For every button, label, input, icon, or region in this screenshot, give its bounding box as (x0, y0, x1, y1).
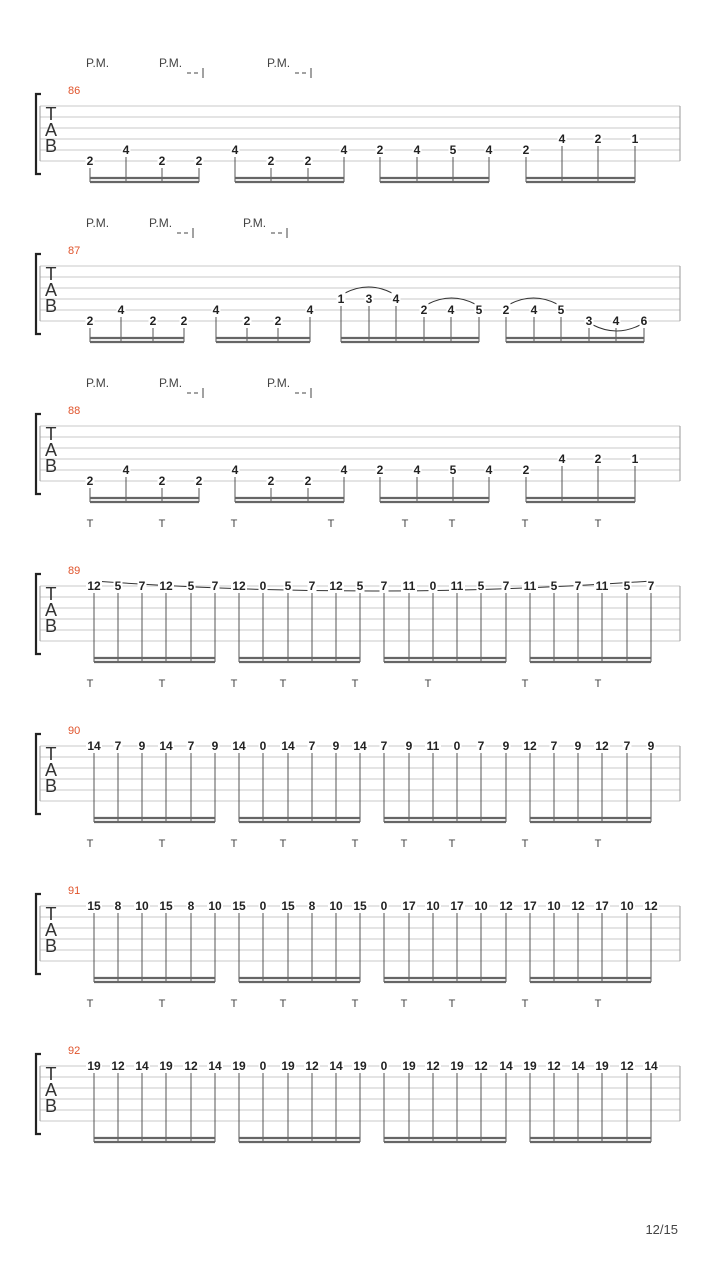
tab-clef-letter: A (44, 1080, 58, 1100)
measure-number: 92 (68, 1045, 81, 1057)
palm-mute-label: P.M. (267, 56, 291, 70)
fret-number: 2 (149, 314, 157, 328)
fret-number: 19 (159, 1059, 173, 1073)
fret-number: 2 (594, 452, 602, 466)
fret-number: 11 (402, 579, 416, 593)
fret-number: 0 (259, 1059, 267, 1073)
tap-marking: T (279, 998, 287, 1010)
fret-number: 10 (620, 899, 634, 913)
fret-number: 4 (231, 143, 239, 157)
fret-number: 11 (426, 739, 440, 753)
fret-number: 11 (523, 579, 537, 593)
fret-number: 10 (426, 899, 440, 913)
tab-system (36, 838, 680, 982)
tap-marking: T (448, 518, 456, 530)
tap-marking: T (448, 838, 456, 850)
fret-number: 11 (595, 579, 609, 593)
fret-number: 7 (380, 579, 388, 593)
fret-number: 10 (547, 899, 561, 913)
fret-number: 7 (647, 579, 655, 593)
fret-number: 9 (405, 739, 413, 753)
tap-marking: T (351, 838, 359, 850)
fret-number: 2 (86, 314, 94, 328)
tap-marking: T (424, 678, 432, 690)
tab-clef-letter: T (45, 104, 57, 124)
tab-clef-letter: A (44, 760, 58, 780)
fret-number: 12 (474, 1059, 488, 1073)
tap-marking: T (230, 838, 238, 850)
tap-marking: T (230, 998, 238, 1010)
fret-number: 10 (135, 899, 149, 913)
fret-number: 4 (340, 143, 348, 157)
fret-number: 12 (111, 1059, 125, 1073)
fret-number: 7 (211, 579, 219, 593)
fret-number: 9 (211, 739, 219, 753)
fret-number: 8 (187, 899, 195, 913)
fret-number: 15 (87, 899, 101, 913)
fret-number: 19 (232, 1059, 246, 1073)
tab-system (36, 998, 680, 1142)
fret-number: 5 (449, 143, 457, 157)
fret-number: 2 (420, 303, 428, 317)
tap-marking: T (86, 998, 94, 1010)
fret-number: 1 (337, 292, 345, 306)
tab-clef-letter: T (45, 424, 57, 444)
fret-number: 15 (232, 899, 246, 913)
fret-number: 4 (340, 463, 348, 477)
fret-number: 4 (122, 463, 130, 477)
fret-number: 5 (187, 579, 195, 593)
fret-number: 14 (159, 739, 173, 753)
fret-number: 7 (574, 579, 582, 593)
tap-marking: T (351, 998, 359, 1010)
tap-marking: T (86, 838, 94, 850)
fret-number: 2 (274, 314, 282, 328)
tap-marking: T (400, 998, 408, 1010)
tab-system (36, 216, 680, 342)
tap-marking: T (158, 998, 166, 1010)
fret-number: 12 (184, 1059, 198, 1073)
measure-number: 90 (68, 725, 81, 737)
fret-number: 17 (523, 899, 537, 913)
fret-number: 3 (585, 314, 593, 328)
fret-number: 2 (86, 154, 94, 168)
fret-number: 2 (522, 143, 530, 157)
tap-marking: T (401, 518, 409, 530)
fret-number: 7 (380, 739, 388, 753)
fret-number: 17 (402, 899, 416, 913)
tap-marking: T (594, 838, 602, 850)
tab-clef-letter: A (44, 440, 58, 460)
fret-number: 14 (281, 739, 295, 753)
tap-marking: T (594, 678, 602, 690)
fret-number: 1 (631, 452, 639, 466)
fret-number: 5 (356, 579, 364, 593)
tab-clef-letter: A (44, 920, 58, 940)
fret-number: 12 (87, 579, 101, 593)
fret-number: 7 (623, 739, 631, 753)
fret-number: 19 (402, 1059, 416, 1073)
palm-mute-label: P.M. (243, 216, 267, 230)
fret-number: 7 (308, 739, 316, 753)
fret-number: 4 (558, 452, 566, 466)
fret-number: 5 (477, 579, 485, 593)
fret-number: 17 (595, 899, 609, 913)
fret-number: 4 (413, 463, 421, 477)
fret-number: 4 (485, 143, 493, 157)
fret-number: 12 (571, 899, 585, 913)
tab-system (36, 518, 680, 662)
measure-number: 89 (68, 565, 81, 577)
fret-number: 7 (138, 579, 146, 593)
fret-number: 4 (306, 303, 314, 317)
fret-number: 14 (499, 1059, 513, 1073)
fret-number: 5 (550, 579, 558, 593)
fret-number: 2 (243, 314, 251, 328)
fret-number: 10 (208, 899, 222, 913)
fret-number: 4 (392, 292, 400, 306)
fret-number: 5 (114, 579, 122, 593)
palm-mute-label: P.M. (159, 56, 183, 70)
measure-number: 91 (68, 885, 81, 897)
fret-number: 4 (231, 463, 239, 477)
fret-number: 12 (305, 1059, 319, 1073)
fret-number: 14 (644, 1059, 658, 1073)
tab-system (36, 678, 680, 822)
tap-marking: T (279, 678, 287, 690)
fret-number: 0 (259, 739, 267, 753)
fret-number: 5 (475, 303, 483, 317)
fret-number: 4 (485, 463, 493, 477)
tap-marking: T (521, 838, 529, 850)
tab-clef-letter: A (44, 280, 58, 300)
tap-marking: T (594, 518, 602, 530)
fret-number: 4 (212, 303, 220, 317)
fret-number: 4 (530, 303, 538, 317)
fret-number: 2 (304, 154, 312, 168)
tap-marking: T (327, 518, 335, 530)
palm-mute-label: P.M. (86, 216, 110, 230)
fret-number: 14 (232, 739, 246, 753)
tap-marking: T (448, 998, 456, 1010)
fret-number: 8 (308, 899, 316, 913)
tap-marking: T (230, 678, 238, 690)
fret-number: 0 (429, 579, 437, 593)
fret-number: 19 (450, 1059, 464, 1073)
tap-marking: T (521, 678, 529, 690)
fret-number: 0 (380, 899, 388, 913)
fret-number: 9 (332, 739, 340, 753)
fret-number: 19 (595, 1059, 609, 1073)
palm-mute-label: P.M. (149, 216, 173, 230)
fret-number: 7 (187, 739, 195, 753)
tab-clef-letter: T (45, 1064, 57, 1084)
tab-clef-letter: B (44, 296, 58, 316)
measure-number: 87 (68, 245, 81, 257)
fret-number: 19 (523, 1059, 537, 1073)
tap-marking: T (86, 678, 94, 690)
fret-number: 9 (647, 739, 655, 753)
tab-clef-letter: T (45, 264, 57, 284)
palm-mute-label: P.M. (159, 376, 183, 390)
tap-marking: T (158, 678, 166, 690)
fret-number: 1 (631, 132, 639, 146)
fret-number: 15 (281, 899, 295, 913)
fret-number: 2 (158, 154, 166, 168)
fret-number: 2 (180, 314, 188, 328)
fret-number: 4 (117, 303, 125, 317)
fret-number: 9 (502, 739, 510, 753)
tab-clef-letter: A (44, 120, 58, 140)
fret-number: 12 (426, 1059, 440, 1073)
fret-number: 14 (353, 739, 367, 753)
fret-number: 2 (267, 154, 275, 168)
fret-number: 0 (259, 579, 267, 593)
fret-number: 2 (502, 303, 510, 317)
fret-number: 7 (114, 739, 122, 753)
fret-number: 2 (594, 132, 602, 146)
tap-marking: T (594, 998, 602, 1010)
tap-marking: T (86, 518, 94, 530)
fret-number: 10 (474, 899, 488, 913)
tab-clef-letter: A (44, 600, 58, 620)
fret-number: 12 (620, 1059, 634, 1073)
fret-number: 0 (259, 899, 267, 913)
tap-marking: T (230, 518, 238, 530)
tab-clef-letter: B (44, 936, 58, 956)
palm-mute-label: P.M. (86, 376, 110, 390)
fret-number: 5 (284, 579, 292, 593)
fret-number: 19 (353, 1059, 367, 1073)
tap-marking: T (351, 678, 359, 690)
fret-number: 19 (87, 1059, 101, 1073)
page-number: 12/15 (645, 1222, 678, 1237)
fret-number: 2 (267, 474, 275, 488)
fret-number: 7 (550, 739, 558, 753)
fret-number: 9 (574, 739, 582, 753)
fret-number: 0 (380, 1059, 388, 1073)
fret-number: 15 (353, 899, 367, 913)
fret-number: 2 (304, 474, 312, 488)
tap-marking: T (521, 518, 529, 530)
tab-clef-letter: B (44, 616, 58, 636)
fret-number: 5 (623, 579, 631, 593)
fret-number: 14 (87, 739, 101, 753)
fret-number: 4 (122, 143, 130, 157)
tap-marking: T (400, 838, 408, 850)
fret-number: 2 (195, 474, 203, 488)
tap-marking: T (279, 838, 287, 850)
fret-number: 12 (644, 899, 658, 913)
fret-number: 2 (86, 474, 94, 488)
tap-marking: T (158, 838, 166, 850)
fret-number: 14 (135, 1059, 149, 1073)
fret-number: 4 (413, 143, 421, 157)
fret-number: 3 (365, 292, 373, 306)
fret-number: 14 (329, 1059, 343, 1073)
fret-number: 2 (376, 463, 384, 477)
fret-number: 14 (208, 1059, 222, 1073)
fret-number: 7 (308, 579, 316, 593)
fret-number: 12 (547, 1059, 561, 1073)
tab-clef-letter: B (44, 136, 58, 156)
palm-mute-label: P.M. (86, 56, 110, 70)
fret-number: 12 (232, 579, 246, 593)
fret-number: 12 (523, 739, 537, 753)
fret-number: 4 (558, 132, 566, 146)
fret-number: 6 (640, 314, 648, 328)
tab-clef-letter: T (45, 584, 57, 604)
fret-number: 14 (571, 1059, 585, 1073)
fret-number: 12 (329, 579, 343, 593)
fret-number: 4 (447, 303, 455, 317)
palm-mute-label: P.M. (267, 376, 291, 390)
fret-number: 10 (329, 899, 343, 913)
measure-number: 86 (68, 85, 81, 97)
fret-number: 7 (477, 739, 485, 753)
tab-clef-letter: T (45, 744, 57, 764)
fret-number: 0 (453, 739, 461, 753)
fret-number: 5 (449, 463, 457, 477)
fret-number: 2 (158, 474, 166, 488)
fret-number: 8 (114, 899, 122, 913)
fret-number: 4 (612, 314, 620, 328)
tab-system (36, 56, 680, 182)
fret-number: 11 (450, 579, 464, 593)
fret-number: 17 (450, 899, 464, 913)
fret-number: 2 (522, 463, 530, 477)
fret-number: 12 (499, 899, 513, 913)
fret-number: 12 (595, 739, 609, 753)
fret-number: 19 (281, 1059, 295, 1073)
measure-number: 88 (68, 405, 81, 417)
fret-number: 12 (159, 579, 173, 593)
fret-number: 9 (138, 739, 146, 753)
tab-clef-letter: B (44, 1096, 58, 1116)
tap-marking: T (521, 998, 529, 1010)
fret-number: 2 (376, 143, 384, 157)
tab-system (36, 376, 680, 502)
fret-number: 15 (159, 899, 173, 913)
fret-number: 5 (557, 303, 565, 317)
tap-marking: T (158, 518, 166, 530)
tab-clef-letter: T (45, 904, 57, 924)
tab-clef-letter: B (44, 456, 58, 476)
fret-number: 7 (502, 579, 510, 593)
tab-clef-letter: B (44, 776, 58, 796)
fret-number: 2 (195, 154, 203, 168)
